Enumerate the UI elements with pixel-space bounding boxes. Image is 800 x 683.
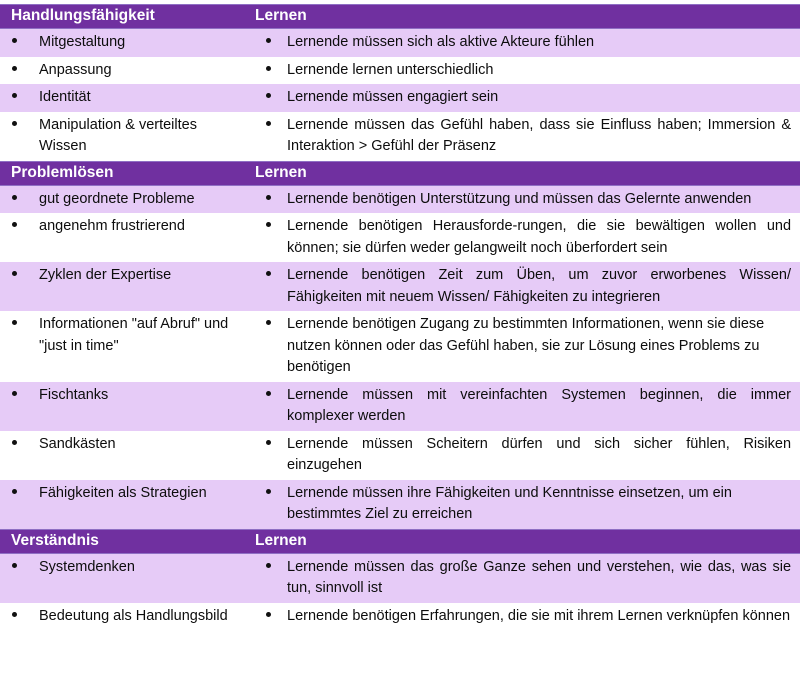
section-header-learning: Lernen xyxy=(250,161,800,185)
section-header-row xyxy=(0,5,800,29)
table-body xyxy=(0,5,800,631)
term-cell: Systemdenken xyxy=(38,553,250,603)
bullet-icon xyxy=(0,553,38,603)
bullet-icon xyxy=(0,57,38,85)
bullet-dot-icon xyxy=(266,489,271,494)
table-row xyxy=(0,57,800,85)
bullet-dot-icon xyxy=(12,563,17,568)
table-row xyxy=(0,213,800,262)
table-row xyxy=(0,480,800,530)
table-row xyxy=(0,603,800,631)
bullet-dot-icon xyxy=(12,38,17,43)
term-cell: Manipulation & verteiltes Wissen xyxy=(38,112,250,162)
term-cell: Mitgestaltung xyxy=(38,29,250,57)
section-header-row xyxy=(0,529,800,553)
bullet-dot-icon xyxy=(266,195,271,200)
bullet-dot-icon xyxy=(266,612,271,617)
bullet-icon xyxy=(250,382,286,431)
bullet-dot-icon xyxy=(266,121,271,126)
bullet-dot-icon xyxy=(12,121,17,126)
bullet-dot-icon xyxy=(12,195,17,200)
table-row xyxy=(0,382,800,431)
bullet-dot-icon xyxy=(266,391,271,396)
section-header-learning: Lernen xyxy=(250,5,800,29)
description-cell: Lernende lernen unterschiedlich xyxy=(286,57,800,85)
section-header-row xyxy=(0,161,800,185)
bullet-icon xyxy=(250,213,286,262)
bullet-icon xyxy=(250,84,286,112)
term-cell: Bedeutung als Handlungsbild xyxy=(38,603,250,631)
term-cell: angenehm frustrierend xyxy=(38,213,250,262)
bullet-dot-icon xyxy=(266,222,271,227)
table-row xyxy=(0,311,800,382)
bullet-icon xyxy=(0,112,38,162)
table-row xyxy=(0,262,800,311)
bullet-dot-icon xyxy=(12,271,17,276)
bullet-icon xyxy=(0,603,38,631)
bullet-icon xyxy=(250,603,286,631)
bullet-icon xyxy=(0,84,38,112)
bullet-icon xyxy=(0,213,38,262)
description-cell: Lernende müssen ihre Fähigkeiten und Kenntnisse einsetzen, um ein bestimmtes Ziel zu erreichen xyxy=(286,480,800,530)
bullet-dot-icon xyxy=(12,320,17,325)
bullet-icon xyxy=(250,262,286,311)
description-cell: Lernende müssen das Gefühl haben, dass sie Einfluss haben; Immersion & Interaktion > Gefühl der Präsenz xyxy=(286,112,800,162)
section-header-learning: Lernen xyxy=(250,529,800,553)
bullet-icon xyxy=(0,431,38,480)
section-header-category: Verständnis xyxy=(0,529,250,553)
bullet-dot-icon xyxy=(266,320,271,325)
term-cell: Informationen "auf Abruf" und "just in time" xyxy=(38,311,250,382)
bullet-icon xyxy=(250,553,286,603)
bullet-icon xyxy=(0,262,38,311)
description-cell: Lernende benötigen Herausforde-rungen, die sie bewältigen wollen und können; sie dürfen weder gelangweilt noch überfordert sein xyxy=(286,213,800,262)
bullet-dot-icon xyxy=(266,271,271,276)
term-cell: Identität xyxy=(38,84,250,112)
bullet-dot-icon xyxy=(12,66,17,71)
bullet-dot-icon xyxy=(12,489,17,494)
description-cell: Lernende benötigen Unterstützung und müssen das Gelernte anwenden xyxy=(286,185,800,213)
term-cell: Sandkästen xyxy=(38,431,250,480)
description-cell: Lernende benötigen Zugang zu bestimmten Informationen, wenn sie diese nutzen können oder das Gefühl haben, sie zur Lösung eines Problems zu benötigen xyxy=(286,311,800,382)
bullet-dot-icon xyxy=(266,440,271,445)
bullet-icon xyxy=(250,185,286,213)
bullet-icon xyxy=(250,311,286,382)
bullet-dot-icon xyxy=(12,93,17,98)
bullet-icon xyxy=(0,480,38,530)
bullet-dot-icon xyxy=(12,222,17,227)
bullet-icon xyxy=(250,480,286,530)
bullet-icon xyxy=(0,311,38,382)
table-row xyxy=(0,112,800,162)
description-cell: Lernende müssen mit vereinfachten Systemen beginnen, die immer komplexer werden xyxy=(286,382,800,431)
description-cell: Lernende benötigen Zeit zum Üben, um zuvor erworbenes Wissen/ Fähigkeiten mit neuem Wissen/ Fähigkeiten zu integrieren xyxy=(286,262,800,311)
bullet-icon xyxy=(0,29,38,57)
bullet-icon xyxy=(250,57,286,85)
term-cell: Anpassung xyxy=(38,57,250,85)
description-cell: Lernende benötigen Erfahrungen, die sie mit ihrem Lernen verknüpfen können xyxy=(286,603,800,631)
bullet-icon xyxy=(250,112,286,162)
section-header-category: Problemlösen xyxy=(0,161,250,185)
bullet-dot-icon xyxy=(12,440,17,445)
bullet-icon xyxy=(250,29,286,57)
learning-principles-table xyxy=(0,4,800,630)
table-row xyxy=(0,431,800,480)
term-cell: Fähigkeiten als Strategien xyxy=(38,480,250,530)
description-cell: Lernende müssen sich als aktive Akteure fühlen xyxy=(286,29,800,57)
term-cell: gut geordnete Probleme xyxy=(38,185,250,213)
bullet-dot-icon xyxy=(266,66,271,71)
bullet-dot-icon xyxy=(266,563,271,568)
table-row xyxy=(0,553,800,603)
description-cell: Lernende müssen das große Ganze sehen und verstehen, wie das, was sie tun, sinnvoll ist xyxy=(286,553,800,603)
table-row xyxy=(0,185,800,213)
bullet-icon xyxy=(0,382,38,431)
table-row xyxy=(0,84,800,112)
bullet-dot-icon xyxy=(266,93,271,98)
bullet-icon xyxy=(250,431,286,480)
term-cell: Fischtanks xyxy=(38,382,250,431)
table-row xyxy=(0,29,800,57)
bullet-icon xyxy=(0,185,38,213)
description-cell: Lernende müssen Scheitern dürfen und sich sicher fühlen, Risiken einzugehen xyxy=(286,431,800,480)
bullet-dot-icon xyxy=(12,612,17,617)
term-cell: Zyklen der Expertise xyxy=(38,262,250,311)
description-cell: Lernende müssen engagiert sein xyxy=(286,84,800,112)
section-header-category: Handlungsfähigkeit xyxy=(0,5,250,29)
bullet-dot-icon xyxy=(266,38,271,43)
bullet-dot-icon xyxy=(12,391,17,396)
